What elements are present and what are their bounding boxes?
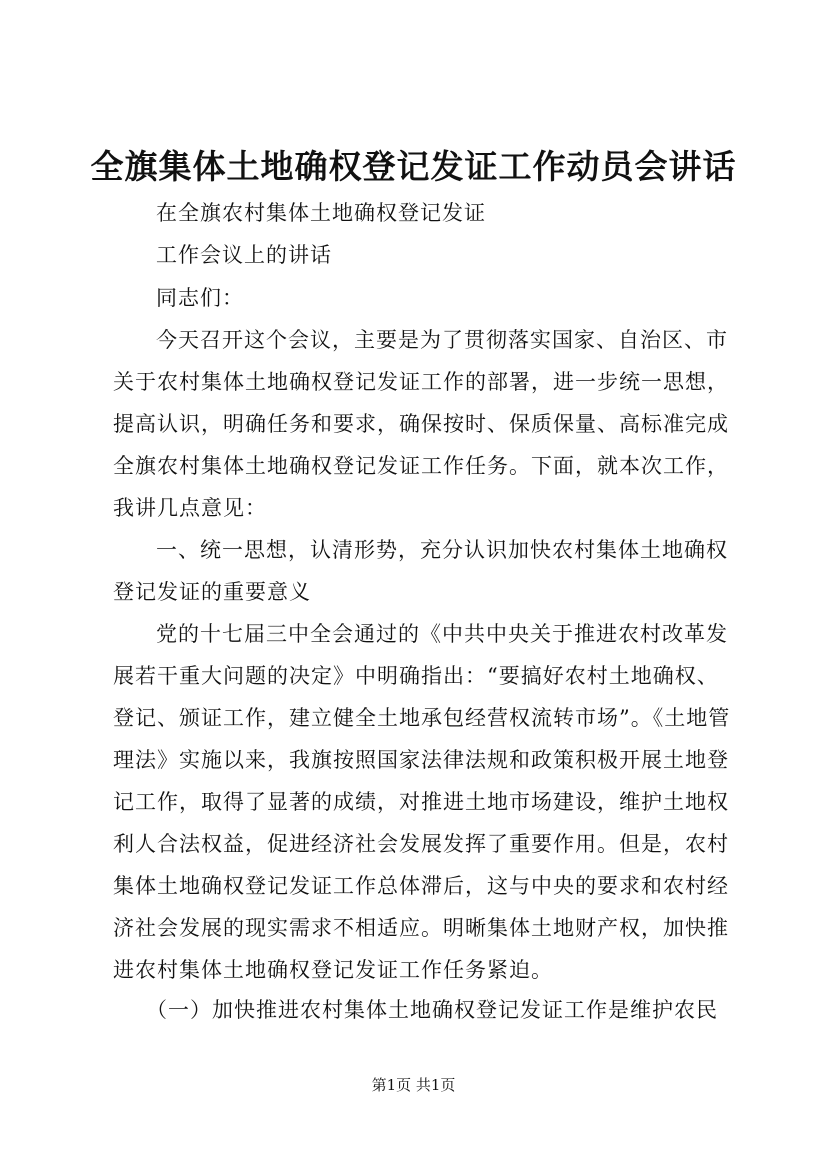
body-line: 工作会议上的讲话 (156, 243, 332, 267)
body-line: 今天召开这个会议，主要是为了贯彻落实国家、自治区、市 (156, 328, 728, 352)
body-line: 党的十七届三中全会通过的《中共中央关于推进农村改革发 (156, 622, 728, 646)
body-line: 在全旗农村集体土地确权登记发证 (156, 201, 486, 225)
document-title: 全旗集体土地确权登记发证工作动员会讲话 (90, 147, 737, 186)
body-line: 登记、颁证工作，建立健全土地承包经营权流转市场”。《土地管 (113, 706, 731, 730)
page-number-footer: 第1页 共1页 (371, 1076, 456, 1094)
body-line: 展若干重大问题的决定》中明确指出：“要搞好农村土地确权、 (113, 664, 719, 688)
body-line: 提高认识，明确任务和要求，确保按时、保质保量、高标准完成 (113, 412, 729, 436)
body-line: 济社会发展的现实需求不相适应。明晰集体土地财产权，加快推 (113, 916, 729, 940)
body-line: 同志们： (156, 286, 244, 310)
section-heading-line: 登记发证的重要意义 (113, 580, 311, 604)
subsection-heading-line: （一）加快推进农村集体土地确权登记发证工作是维护农民 (146, 998, 718, 1022)
body-line: 我讲几点意见： (113, 496, 267, 520)
section-heading-line: 一、统一思想，认清形势，充分认识加快农村集体土地确权 (156, 538, 728, 562)
body-line: 进农村集体土地确权登记发证工作任务紧迫。 (113, 958, 553, 982)
body-line: 关于农村集体土地确权登记发证工作的部署，进一步统一思想， (113, 370, 729, 394)
body-line: 集体土地确权登记发证工作总体滞后，这与中央的要求和农村经 (113, 874, 729, 898)
body-line: 理法》实施以来，我旗按照国家法律法规和政策积极开展土地登 (113, 748, 729, 772)
body-line: 利人合法权益，促进经济社会发展发挥了重要作用。但是，农村 (113, 832, 729, 856)
body-line: 记工作，取得了显著的成绩，对推进土地市场建设，维护土地权 (113, 790, 729, 814)
body-line: 全旗农村集体土地确权登记发证工作任务。下面，就本次工作， (113, 454, 729, 478)
